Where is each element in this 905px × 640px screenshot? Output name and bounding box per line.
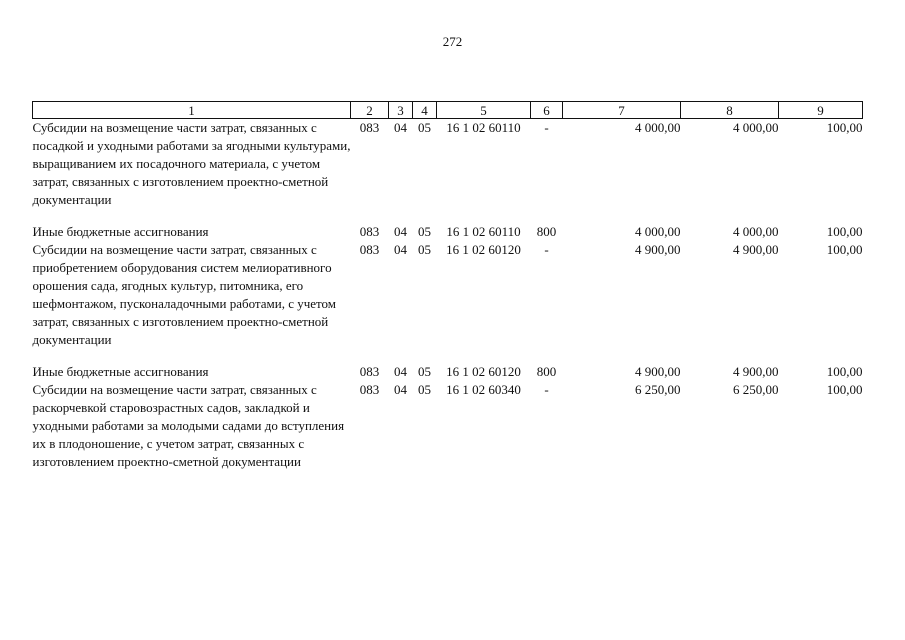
header-col-8: 8 [681,102,779,119]
table-row [33,381,863,471]
row-subsection: 05 [418,224,431,239]
row-section: 04 [394,224,407,239]
row-target-article: 16 1 02 60110 [446,224,521,239]
row-percent: 100,00 [826,382,863,397]
table-body [33,119,863,472]
row-percent: 100,00 [826,120,863,135]
table-row [33,241,863,349]
row-subsection: 05 [418,382,431,397]
row-admin-code: 083 [359,382,380,397]
header-col-4: 4 [413,102,437,119]
row-section: 04 [394,242,407,257]
table-row [33,119,863,210]
header-col-7: 7 [563,102,681,119]
row-planned: 4 900,00 [635,242,681,257]
row-section: 04 [394,120,407,135]
budget-table [32,101,863,471]
row-name: Субсидии на возмещение части затрат, связанных с приобретением оборудования систем мелиоративного орошения сада, ягодных культур, питомника, его шефмонтажом, пусконаладочными работами, с учетом затрат, связанных с изготовлением проектно-сметной документации [32,242,337,347]
row-executed: 4 900,00 [733,364,779,379]
header-col-1: 1 [33,102,351,119]
row-name: Иные бюджетные ассигнования [32,364,209,379]
row-admin-code: 083 [359,120,380,135]
row-planned: 4 000,00 [635,224,681,239]
row-spacer [33,209,863,223]
header-col-5: 5 [437,102,531,119]
page-number: 272 [442,34,463,49]
row-admin-code: 083 [359,224,380,239]
row-target-article: 16 1 02 60110 [446,120,521,135]
header-col-9: 9 [779,102,863,119]
row-executed: 4 000,00 [733,120,779,135]
row-target-article: 16 1 02 60120 [446,242,521,257]
row-name: Субсидии на возмещение части затрат, связанных с раскорчевкой старовозрастных садов, закладкой и уходными работами за молодыми садами до вступления их в плодоношение, с учетом затрат, связанных с изготовлением проектно-сметной документации [32,382,345,469]
row-target-article: 16 1 02 60340 [446,382,521,397]
row-subsection: 05 [418,364,431,379]
row-name: Иные бюджетные ассигнования [32,224,209,239]
row-percent: 100,00 [826,224,863,239]
header-col-3: 3 [389,102,413,119]
row-executed: 4 900,00 [733,242,779,257]
row-expense-type: - [544,242,549,257]
row-subsection: 05 [418,120,431,135]
row-admin-code: 083 [359,242,380,257]
table-row [33,363,863,381]
row-executed: 4 000,00 [733,224,779,239]
header-col-2: 2 [351,102,389,119]
row-section: 04 [394,364,407,379]
row-planned: 4 900,00 [635,364,681,379]
row-percent: 100,00 [826,242,863,257]
row-target-article: 16 1 02 60120 [446,364,521,379]
row-planned: 4 000,00 [635,120,681,135]
header-row [33,102,863,119]
row-name: Субсидии на возмещение части затрат, связанных с посадкой и уходными работами за ягодными культурами, выращиванием их посадочного материала, с учетом затрат, связанных с изготовлением проектно-сметной документации [32,120,351,207]
row-expense-type: 800 [536,364,557,379]
table-row [33,223,863,241]
row-subsection: 05 [418,242,431,257]
row-expense-type: 800 [536,224,557,239]
row-percent: 100,00 [826,364,863,379]
row-expense-type: - [544,382,549,397]
header-col-6: 6 [531,102,563,119]
row-spacer [33,349,863,363]
row-admin-code: 083 [359,364,380,379]
row-expense-type: - [544,120,549,135]
row-section: 04 [394,382,407,397]
row-executed: 6 250,00 [733,382,779,397]
row-planned: 6 250,00 [635,382,681,397]
spacer-cell [33,209,863,223]
spacer-cell [33,349,863,363]
